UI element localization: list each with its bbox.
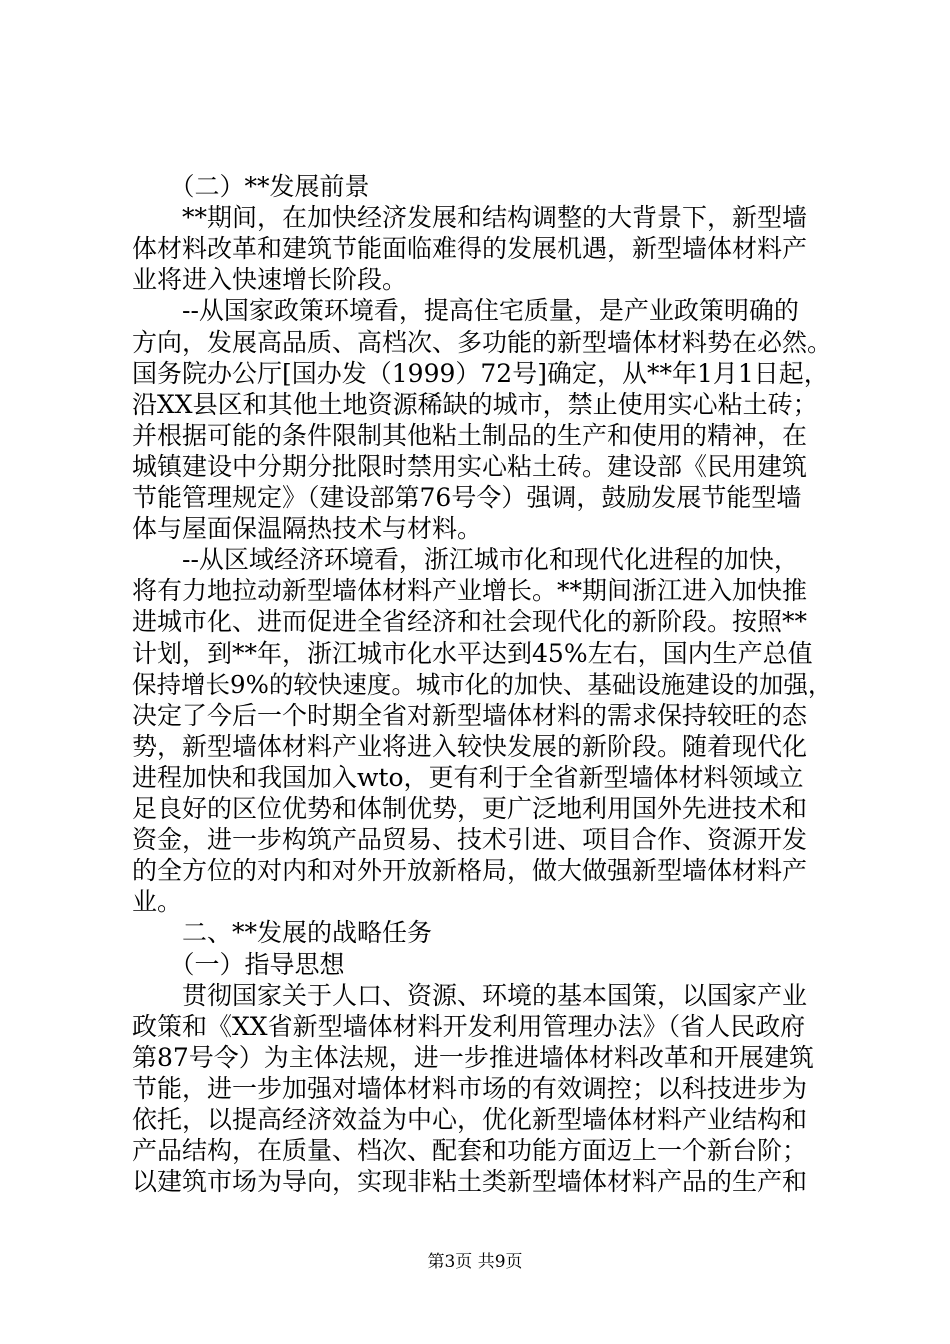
text-line: 业将进入快速增长阶段。 bbox=[132, 265, 408, 295]
text-line: 产品结构，在质量、档次、配套和功能方面迈上一个新台阶； bbox=[132, 1136, 808, 1166]
text-line: 的全方位的对内和对外开放新格局，做大做强新型墙体材料产 bbox=[132, 856, 808, 886]
text-line: **期间，在加快经济发展和结构调整的大背景下，新型墙 bbox=[132, 203, 808, 233]
text-line: 二、**发展的战略任务 bbox=[132, 918, 433, 948]
text-line: 并根据可能的条件限制其他粘土制品的生产和使用的精神，在 bbox=[132, 420, 808, 450]
text-line: （二）**发展前景 bbox=[132, 172, 370, 201]
text-line: 进城市化、进而促进全省经济和社会现代化的新阶段。按照** bbox=[132, 607, 808, 637]
text-line: 势，新型墙体材料产业将进入较快发展的新阶段。随着现代化 bbox=[132, 731, 808, 761]
text-line: 进程加快和我国加入wto，更有利于全省新型墙体材料领域立 bbox=[132, 762, 804, 792]
text-line: 体材料改革和建筑节能面临难得的发展机遇，新型墙体材料产 bbox=[132, 234, 808, 264]
text-line: 国务院办公厅[国办发（1999）72号]确定，从**年1月1日起， bbox=[132, 358, 829, 388]
text-line: 决定了今后一个时期全省对新型墙体材料的需求保持较旺的态 bbox=[132, 700, 808, 730]
text-line: 节能管理规定》（建设部第76号令）强调，鼓励发展节能型墙 bbox=[132, 483, 802, 512]
text-line: --从国家政策环境看，提高住宅质量，是产业政策明确的 bbox=[132, 296, 799, 326]
text-line: 节能，进一步加强对墙体材料市场的有效调控；以科技进步为 bbox=[132, 1073, 808, 1103]
text-line: 将有力地拉动新型墙体材料产业增长。**期间浙江进入加快推 bbox=[132, 576, 808, 606]
text-line: 资金，进一步构筑产品贸易、技术引进、项目合作、资源开发 bbox=[132, 825, 808, 855]
text-line: 贯彻国家关于人口、资源、环境的基本国策，以国家产业 bbox=[132, 980, 808, 1010]
text-line: （一）指导思想 bbox=[132, 949, 345, 979]
text-line: --从区域经济环境看，浙江城市化和现代化进程的加快， bbox=[132, 545, 799, 575]
text-line: 依托，以提高经济效益为中心，优化新型墙体材料产业结构和 bbox=[132, 1105, 808, 1134]
text-line: 足良好的区位优势和体制优势，更广泛地利用国外先进技术和 bbox=[132, 794, 808, 823]
text-line: 方向，发展高品质、高档次、多功能的新型墙体材料势在必然。 bbox=[132, 327, 832, 357]
text-line: 政策和《XX省新型墙体材料开发利用管理办法》（省人民政府 bbox=[132, 1011, 806, 1041]
text-line: 以建筑市场为导向，实现非粘土类新型墙体材料产品的生产和 bbox=[132, 1167, 808, 1197]
text-line: 计划，到**年，浙江城市化水平达到45%左右，国内生产总值 bbox=[132, 638, 813, 668]
text-line: 保持增长9%的较快速度。城市化的加快、基础设施建设的加强， bbox=[132, 669, 832, 699]
text-line: 第87号令）为主体法规，进一步推进墙体材料改革和开展建筑 bbox=[132, 1042, 814, 1072]
page-footer: 第3页 共9页 bbox=[427, 1252, 523, 1272]
text-line: 业。 bbox=[132, 887, 183, 917]
text-line: 城镇建设中分期分批限时禁用实心粘土砖。建设部《民用建筑 bbox=[132, 451, 808, 481]
text-line: 体与屋面保温隔热技术与材料。 bbox=[132, 514, 483, 544]
text-line: 沿XX县区和其他土地资源稀缺的城市，禁止使用实心粘土砖； bbox=[132, 389, 818, 419]
